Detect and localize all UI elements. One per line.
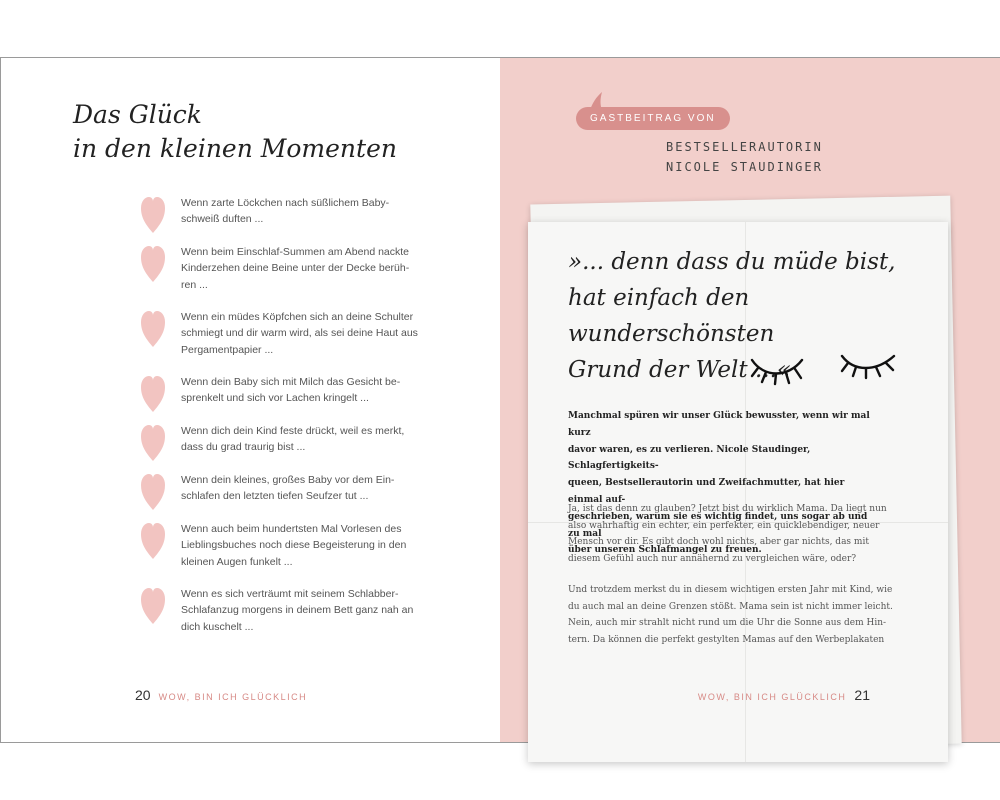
title-line-1: Das Glück xyxy=(73,100,202,129)
list-item xyxy=(139,244,459,304)
item-text: Wenn dich dein Kind feste drückt, weil es merkt, dass du grad traurig bist ... xyxy=(181,425,405,454)
running-head-right: WOW, BIN ICH GLÜCKLICH xyxy=(697,692,847,702)
item-text: Wenn beim Einschlaf-Summen am Abend nackte Kinderzehen deine Beine unter der Decke berüh- ren ... xyxy=(181,246,410,291)
page-number-right: 21 xyxy=(854,687,870,703)
right-folio xyxy=(698,687,870,703)
item-text: Wenn es sich verträumt mit seinem Schlabber- Schlafanzug morgens in deinem Bett ganz nah an dich kuschelt ... xyxy=(181,588,414,633)
item-text: Wenn zarte Löckchen nach süßlichem Baby- schweiß duften ... xyxy=(181,197,390,226)
item-text: Wenn auch beim hundertsten Mal Vorlesen des Lieblingsbuches noch diese Begeisterung in den kleinen Augen funkelt ... xyxy=(181,523,407,568)
heart-icon xyxy=(139,586,167,626)
heart-icon xyxy=(139,195,167,235)
page-title xyxy=(73,98,397,166)
item-text: Wenn dein kleines, großes Baby vor dem Ein- schlafen den letzten tiefen Seufzer tut ... xyxy=(181,474,395,503)
paper-sheet xyxy=(528,222,948,762)
book-spread xyxy=(0,57,1000,743)
heart-icon xyxy=(139,244,167,284)
heart-icon xyxy=(139,521,167,561)
body-paragraph: Und trotzdem merkst du in diesem wichtigen ersten Jahr mit Kind, wie du auch mal an deine Grenzen stößt. Mama sein ist nicht immer leicht. Nein, auch mir strahlt nicht rund um die Uhr die Sonne aus dem Hin- tern. Da können die perfekt gestylten Mamas auf den Werbeplakaten xyxy=(568,585,893,645)
list-item xyxy=(139,586,459,646)
guest-post-badge: GASTBEITRAG VON xyxy=(576,107,730,130)
author-credit: BESTSELLERAUTORIN NICOLE STAUDINGER xyxy=(666,140,823,174)
heart-icon xyxy=(139,374,167,414)
list-item xyxy=(139,521,459,581)
closed-eyes-lashes-icon xyxy=(748,352,908,392)
item-text: Wenn ein müdes Köpfchen sich an deine Schulter schmiegt und dir warm wird, als sei deine Haut aus Pergamentpapier ... xyxy=(181,311,418,356)
page-number-left: 20 xyxy=(135,687,151,703)
item-text: Wenn dein Baby sich mit Milch das Gesicht be- sprenkelt und sich vor Lachen kringelt ... xyxy=(181,376,401,405)
list-item xyxy=(139,309,459,369)
left-folio xyxy=(135,687,307,703)
right-page xyxy=(500,57,1000,743)
heart-icon xyxy=(139,423,167,463)
title-line-2: in den kleinen Momenten xyxy=(73,134,397,163)
running-head-left: WOW, BIN ICH GLÜCKLICH xyxy=(158,692,308,702)
heart-icon xyxy=(139,309,167,349)
body-paragraph: Ja, ist das denn zu glauben? Jetzt bist du wirklich Mama. Da liegt nun also wahrhaftig ein echter, ein perfekter, ein quicklebendiger, neuer Mensch vor dir. Es gibt doch wohl nichts, aber gar nichts, das mit diesem Gefühl auch nur annähernd zu vergleichen wäre, oder? xyxy=(568,504,887,564)
lead-paragraph: Manchmal spüren wir unser Glück bewusster, wenn wir mal kurz davor waren, es zu verlieren. Nicole Staudinger, Schlagfertigkeits- queen, Bestsellerautorin und Zweifachmutter, hat hier einmal auf- geschrieben, warum sie es wichtig findet, uns sogar ab und zu mal über unseren Schlafmangel zu freuen. xyxy=(568,411,870,556)
left-page xyxy=(0,57,500,743)
pull-quote: »... denn dass du müde bist, hat einfach den wunderschönsten Grund der Welt ...« xyxy=(568,249,896,383)
heart-icon xyxy=(139,472,167,512)
